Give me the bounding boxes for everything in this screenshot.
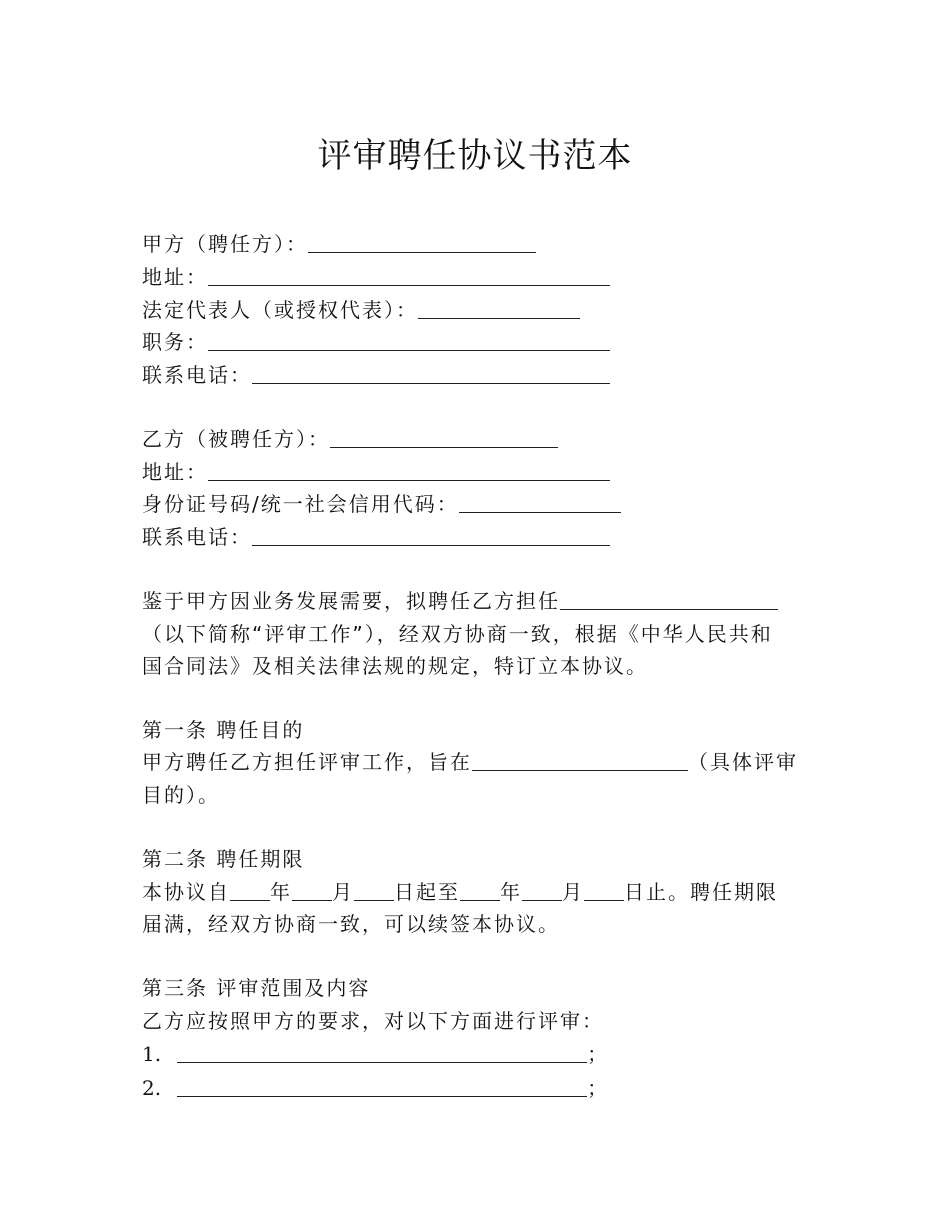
party-a-address-blank (208, 265, 610, 286)
article-3-intro (142, 1006, 604, 1036)
article-3-item (142, 1039, 609, 1069)
party-b-phone-label: 联系电话： (142, 525, 252, 549)
party-a-address-line (142, 262, 610, 292)
start-month-label: 月 (332, 880, 354, 904)
start-month-blank (292, 880, 332, 901)
article-1-text-suffix: （具体评审 (688, 750, 798, 774)
end-month-blank (522, 880, 562, 901)
preamble-line-1 (142, 586, 778, 616)
start-year-label: 年 (270, 880, 292, 904)
party-b-phone-blank (252, 525, 610, 546)
party-a-phone-blank (252, 363, 610, 384)
party-a-position-line (142, 327, 610, 357)
article-3-intro-text: 乙方应按照甲方的要求，对以下方面进行评审： (142, 1009, 604, 1033)
preamble-text-3: 国合同法》及相关法律法规的规定，特订立本协议。 (142, 654, 648, 678)
preamble-text-2: （以下简称“评审工作”），经双方协商一致，根据《中华人民共和 (142, 622, 773, 646)
item-end-mark: ； (587, 1042, 610, 1066)
party-b-address-blank (208, 460, 610, 481)
end-month-label: 月 (562, 880, 584, 904)
item-blank (177, 1042, 587, 1063)
party-b-blank (330, 427, 558, 448)
party-a-blank (308, 232, 536, 253)
start-day-label: 日起至 (394, 880, 460, 904)
start-year-blank (230, 880, 270, 901)
party-a-phone-line (142, 360, 610, 390)
document-title: 评审聘任协议书范本 (317, 136, 633, 176)
article-1-line-2 (142, 780, 220, 810)
party-b-line (142, 424, 558, 454)
end-day-label: 日止。聘任期限 (624, 880, 778, 904)
article-1-text-2: 目的）。 (142, 783, 220, 807)
preamble-line-3 (142, 651, 648, 681)
article-2-text-2: 届满，经双方协商一致，可以续签本协议。 (142, 912, 560, 936)
article-1-heading-text: 第一条 聘任目的 (142, 718, 305, 742)
article-2-line-1 (142, 877, 778, 907)
party-b-id-line (142, 489, 621, 519)
end-year-blank (460, 880, 500, 901)
party-b-address-label: 地址： (142, 460, 208, 484)
start-day-blank (354, 880, 394, 901)
article-2-heading-text: 第二条 聘任期限 (142, 847, 305, 871)
article-1-text-prefix: 甲方聘任乙方担任评审工作，旨在 (142, 750, 472, 774)
party-a-label: 甲方（聘任方）： (142, 232, 308, 256)
article-2-heading (142, 844, 304, 874)
end-day-blank (584, 880, 624, 901)
article-1-purpose-blank (472, 750, 688, 771)
party-a-position-label: 职务： (142, 330, 208, 354)
item-number: 1. (142, 1042, 162, 1066)
end-year-label: 年 (500, 880, 522, 904)
party-a-representative-line (142, 295, 580, 325)
item-end-mark: ； (587, 1076, 610, 1100)
article-3-heading-text: 第三条 评审范围及内容 (142, 976, 371, 1000)
item-blank (177, 1076, 587, 1097)
party-a-position-blank (208, 330, 610, 351)
article-2-line-2 (142, 909, 560, 939)
party-b-label: 乙方（被聘任方）： (142, 427, 330, 451)
party-b-id-blank (459, 492, 621, 513)
item-number: 2. (142, 1076, 162, 1100)
party-a-phone-label: 联系电话： (142, 363, 252, 387)
article-1-heading (142, 715, 304, 745)
preamble-text-1: 鉴于甲方因业务发展需要，拟聘任乙方担任 (142, 589, 560, 613)
article-3-item (142, 1073, 609, 1103)
article-1-line-1 (142, 747, 798, 777)
party-a-address-label: 地址： (142, 265, 208, 289)
party-a-representative-blank (418, 298, 580, 319)
party-a-line (142, 229, 536, 259)
preamble-line-2 (142, 619, 773, 649)
preamble-blank (560, 589, 778, 610)
party-b-id-label: 身份证号码/统一社会信用代码： (142, 492, 459, 516)
article-3-heading (142, 973, 370, 1003)
party-a-representative-label: 法定代表人（或授权代表）： (142, 298, 418, 322)
party-b-phone-line (142, 522, 610, 552)
party-b-address-line (142, 457, 610, 487)
article-2-start-text: 本协议自 (142, 880, 230, 904)
